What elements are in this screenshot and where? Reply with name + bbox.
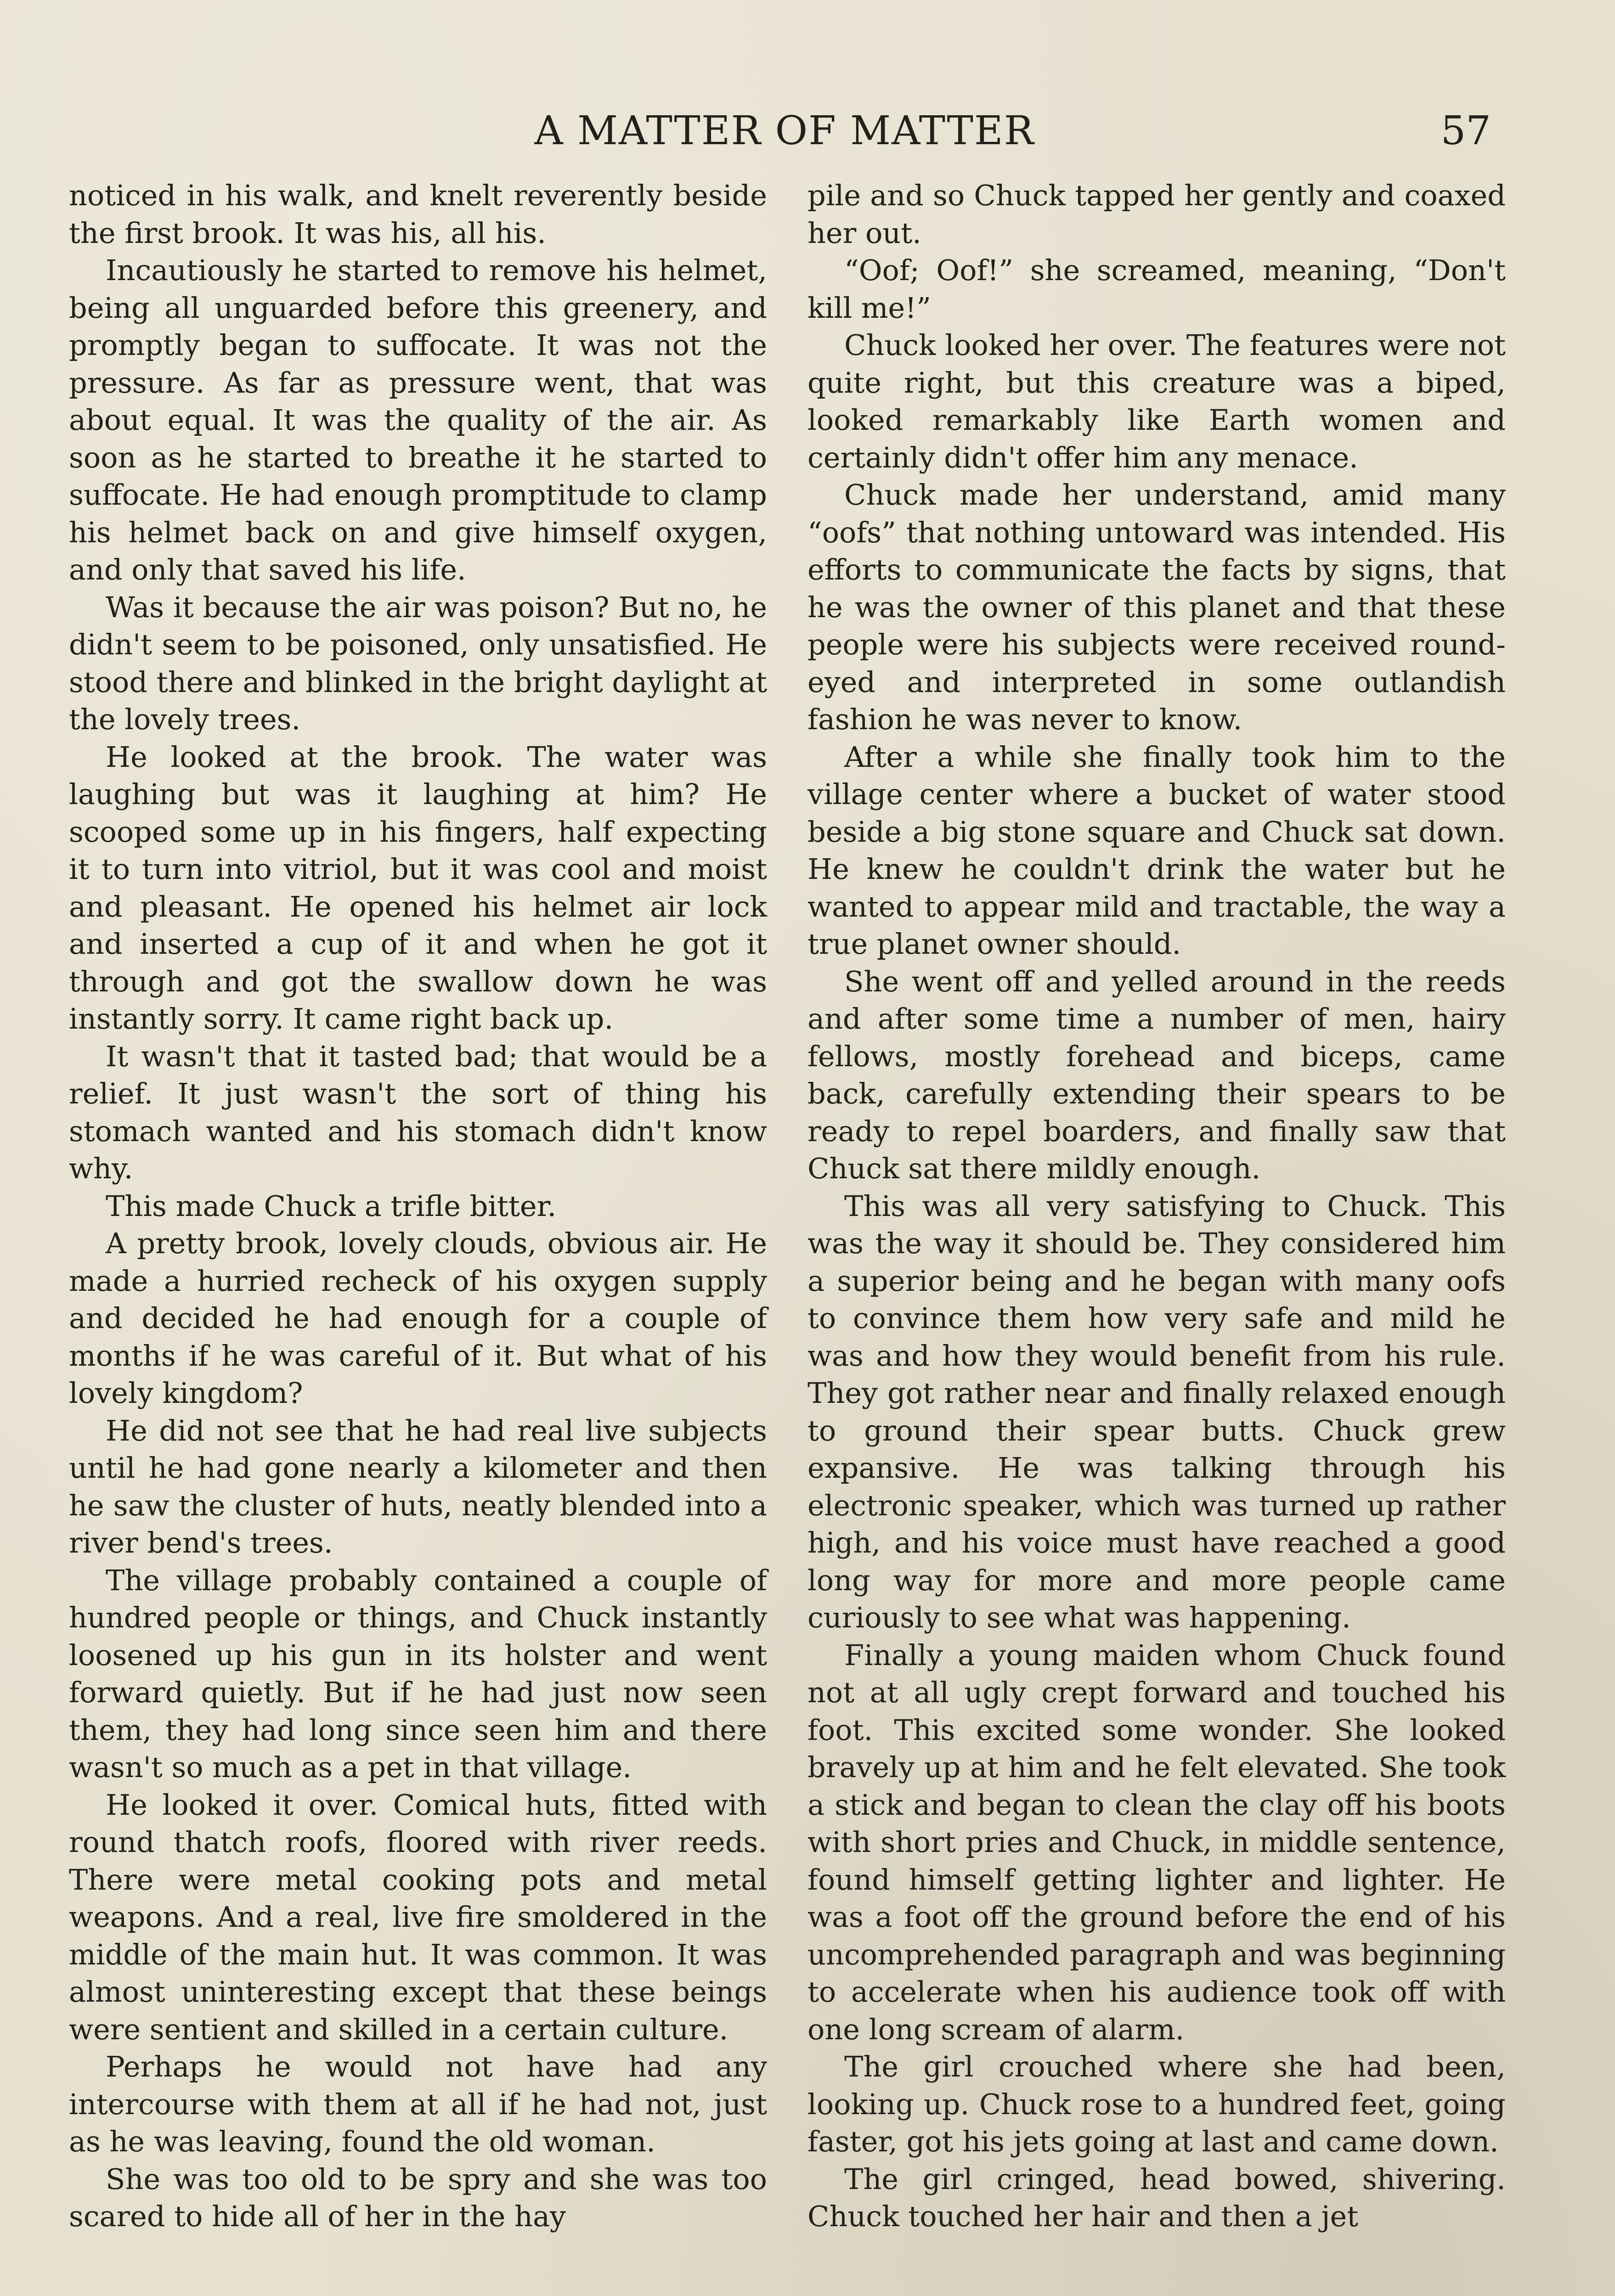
paragraph: He looked at the brook. The water was laughing but was it laughing at him? He scooped some up in his fingers, half expecting it to turn into vitriol, but it was cool and moist and pleasant. He opened his helmet air lock and inserted a cup of it and when he got it through and got the swallow down he was instantly sorry. It came right back up. (69, 740, 767, 1035)
paragraph: Chuck looked her over. The features were not quite right, but this creature was a biped, looked remarkably like Earth women and certainly didn't offer him any menace. (808, 328, 1506, 474)
paragraph: Incautiously he started to remove his helmet, being all unguarded before this greenery, and promptly began to suffocate. It was not the pressure. As far as pressure went, that was about equal. It was the quality of the air. As soon as he started to breathe it he started to suffocate. He had enough promptitude to clamp his helmet back on and give himself oxygen, and only that saved his life. (69, 253, 767, 586)
left-column (69, 177, 767, 2235)
paragraph: After a while she finally took him to the village center where a bucket of water stood beside a big stone square and Chuck sat down. He knew he couldn't drink the water but he wanted to appear mild and tractable, the way a true planet owner should. (808, 740, 1506, 961)
paragraph: He did not see that he had real live subjects until he had gone nearly a kilometer and then he saw the cluster of huts, neatly blended into a river bend's trees. (69, 1413, 767, 1559)
paragraph: The village probably contained a couple of hundred people or things, and Chuck instantly loosened up his gun in its holster and went forward quietly. But if he had just now seen them, they had long since seen him and there wasn't so much as a pet in that village. (69, 1563, 767, 1784)
paragraph: The girl cringed, head bowed, shivering. Chuck touched her hair and then a jet (808, 2162, 1506, 2233)
paragraph: Was it because the air was poison? But no, he didn't seem to be poisoned, only unsatisfied. He stood there and blinked in the bright daylight at the lovely trees. (69, 590, 767, 736)
running-head (69, 103, 1500, 158)
paragraph: A pretty brook, lovely clouds, obvious air. He made a hurried recheck of his oxygen supply and decided he had enough for a couple of months if he was careful of it. But what of his lovely kingdom? (69, 1227, 767, 1410)
page-number: 57 (1440, 108, 1491, 154)
paragraph: This was all very satisfying to Chuck. This was the way it should be. They considered him a superior being and he began with many oofs to convince them how very safe and mild he was and how they would benefit from his rule. They got rather near and finally relaxed enough to ground their spear butts. Chuck grew expansive. He was talking through his electronic speaker, which was turned up rather high, and his voice must have reached a good long way for more and more people came curiously to see what was happening. (808, 1189, 1506, 1634)
paragraph: Chuck made her understand, amid many “oofs” that nothing untoward was intended. His efforts to communicate the facts by signs, that he was the owner of this planet and that these people were his subjects were received round-eyed and interpreted in some outlandish fashion he was never to know. (808, 478, 1506, 736)
paragraph: This made Chuck a trifle bitter. (106, 1189, 557, 1223)
paragraph: Perhaps he would not have had any intercourse with them at all if he had not, just as he was leaving, found the old woman. (69, 2050, 767, 2158)
paragraph: She was too old to be spry and she was too scared to hide all of her in the hay (69, 2162, 767, 2233)
paragraph: The girl crouched where she had been, looking up. Chuck rose to a hundred feet, going faster, got his jets going at last and came down. (808, 2050, 1506, 2158)
paragraph: It wasn't that it tasted bad; that would be a relief. It just wasn't the sort of thing his stomach wanted and his stomach didn't know why. (69, 1039, 767, 1185)
paragraph: pile and so Chuck tapped her gently and coaxed her out. (808, 179, 1506, 250)
paragraph: Finally a young maiden whom Chuck found not at all ugly crept forward and touched his foot. This excited some wonder. She looked bravely up at him and he felt elevated. She took a stick and began to clean the clay off his boots with short pries and Chuck, in middle sentence, found himself getting lighter and lighter. He was a foot off the ground before the end of his uncomprehended paragraph and was beginning to accelerate when his audience took off with one long scream of alarm. (808, 1638, 1506, 2046)
paragraph: noticed in his walk, and knelt reverently beside the first brook. It was his, all his. (69, 179, 767, 250)
paragraph: He looked it over. Comical huts, fitted with round thatch roofs, floored with river reeds. There were metal cooking pots and metal weapons. And a real, live fire smoldered in the middle of the main hut. It was common. It was almost uninteresting except that these beings were sentient and skilled in a certain culture. (69, 1788, 767, 2046)
right-column (808, 177, 1506, 2235)
page-title: A MATTER OF MATTER (534, 108, 1035, 154)
paragraph: “Oof; Oof!” she screamed, meaning, “Don't kill me!” (808, 253, 1506, 325)
paragraph: She went off and yelled around in the reeds and after some time a number of men, hairy fellows, mostly forehead and biceps, came back, carefully extending their spears to be ready to repel boarders, and finally saw that Chuck sat there mildly enough. (808, 964, 1506, 1185)
